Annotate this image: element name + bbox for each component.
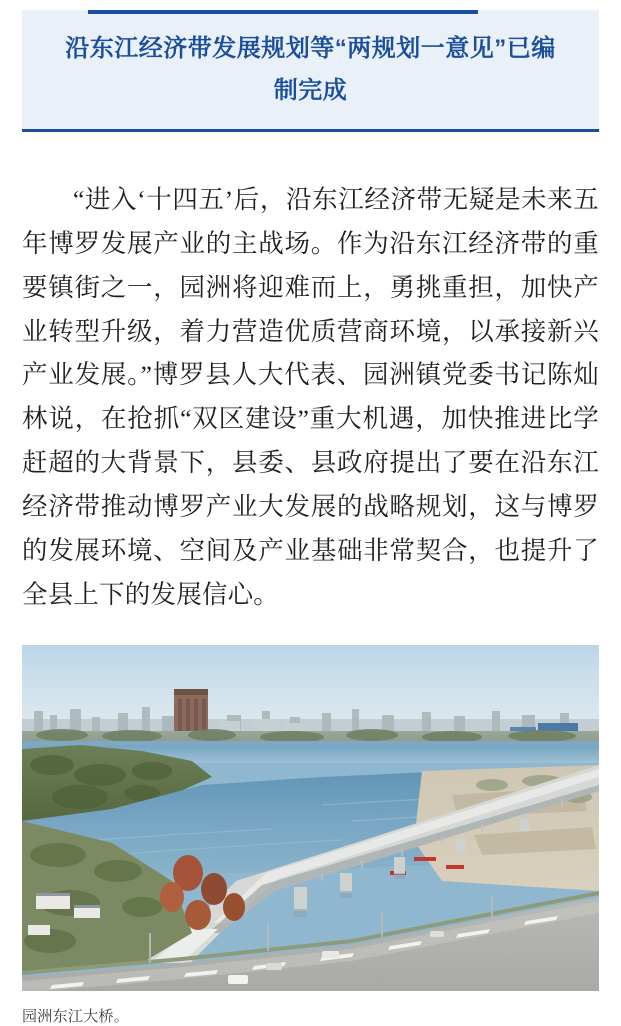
article-paragraph: “进入‘十四五’后，沿东江经济带无疑是未来五年博罗发展产业的主战场。作为沿东江经济带的重要镇街之一，园洲将迎难而上，勇挑重担，加快产业转型升级，着力营造优质营商环境，以承接新兴产业发展。”博罗县人大代表、园洲镇党委书记陈灿林说，在抢抓“双区建设”重大机遇，加快推进比学赶超的大背景下，县委、县政府提出了要在沿东江经济带推动博罗产业大发展的战略规划，这与博罗的发展环境、空间及产业基础非常契合，也提升了全县上下的发展信心。: [22, 185, 599, 609]
article-figure: [22, 645, 599, 1026]
headline-top-rule: [88, 10, 478, 14]
page-title: 沿东江经济带发展规划等“两规划一意见”已编制完成: [65, 35, 556, 104]
article-body: [22, 132, 599, 617]
headline-banner: [22, 0, 599, 132]
figure-caption: 园洲东江大桥。: [22, 1007, 130, 1025]
headline-band: [22, 10, 599, 132]
headline-bottom-rule: [22, 129, 599, 132]
bridge-photo: [22, 645, 599, 991]
